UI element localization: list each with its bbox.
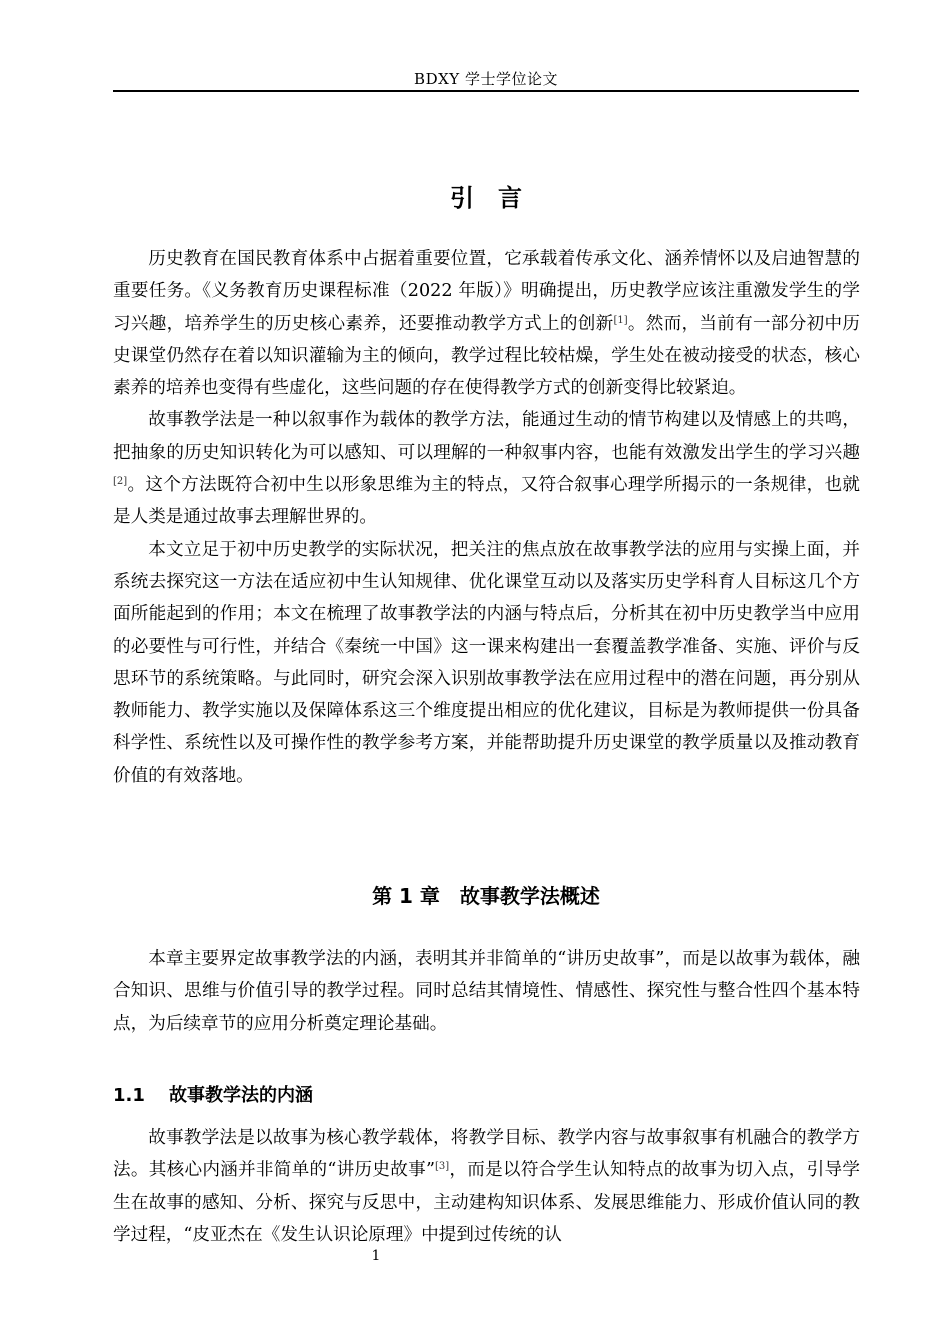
citation-ref: [1] [613, 314, 628, 326]
section-paragraph: 故事教学法是以故事为核心教学载体，将教学目标、教学内容与故事叙事有机融合的教学方法。其核心内涵并非简单的“讲历史故事”[3]，而是以符合学生认知特点的故事为切入点，引导学生在故事的感知、分析、探究与反思中，主动建构知识体系、发展思维能力、形成价值认同的教学过程，“皮亚杰在《发生认识论原理》中提到过传统的认 [113, 1128, 860, 1245]
intro-paragraph-1: 历史教育在国民教育体系中占据着重要位置，它承载着传承文化、涵养情怀以及启迪智慧的重要任务。《义务教育历史课程标准（2022 年版）》明确提出，历史教学应该注重激发学生的学习兴趣，培养学生的历史核心素养，还要推动教学方式上的创新[1]。然而，当前有一部分初中历史课堂仍然存在着以知识灌输为主的倾向，教学过程比较枯燥，学生处在被动接受的状态，核心素养的培养也变得有些虚化，这些问题的存在使得教学方式的创新变得比较紧迫。 [113, 249, 860, 399]
chapter-paragraph: 本章主要界定故事教学法的内涵，表明其并非简单的“讲历史故事”，而是以故事为载体，融合知识、思维与价值引导的教学过程。同时总结其情境性、情感性、探究性与整合性四个基本特点，为后续章节的应用分析奠定理论基础。 [113, 949, 860, 1034]
section-heading [113, 1081, 313, 1107]
header-rule [113, 90, 859, 92]
page-number: 1 [371, 1248, 381, 1264]
section-number: 1.1 [113, 1085, 145, 1106]
intro-paragraph-2: 故事教学法是一种以叙事作为载体的教学方法，能通过生动的情节构建以及情感上的共鸣，把抽象的历史知识转化为可以感知、可以理解的一种叙事内容，也能有效激发出学生的学习兴趣[2]。这个方法既符合初中生以形象思维为主的特点，又符合叙事心理学所揭示的一条规律，也就是人类是通过故事去理解世界的。 [113, 410, 860, 528]
chapter-body [113, 943, 860, 1040]
running-header: BDXY 学士学位论文 [414, 70, 558, 88]
intro-paragraph-3: 本文立足于初中历史教学的实际状况，把关注的焦点放在故事教学法的应用与实操上面，并系统去探究这一方法在适应初中生认知规律、优化课堂互动以及落实历史学科育人目标这几个方面所能起到的作用；本文在梳理了故事教学法的内涵与特点后，分析其在初中历史教学当中应用的必要性与可行性，并结合《秦统一中国》这一课来构建出一套覆盖教学准备、实施、评价与反思环节的系统策略。与此同时，研究会深入识别故事教学法在应用过程中的潜在问题，再分别从教师能力、教学实施以及保障体系这三个维度提出相应的优化建议，目标是为教师提供一份具备科学性、系统性以及可操作性的教学参考方案，并能帮助提升历史课堂的教学质量以及推动教育价值的有效落地。 [113, 539, 860, 786]
section-title: 故事教学法的内涵 [169, 1085, 313, 1106]
intro-title: 引 言 [450, 184, 522, 212]
chapter-title: 第 1 章 故事教学法概述 [372, 884, 600, 908]
citation-ref: [3] [434, 1161, 450, 1173]
intro-body [113, 243, 860, 792]
section-body [113, 1122, 860, 1251]
citation-ref: [2] [113, 476, 128, 488]
